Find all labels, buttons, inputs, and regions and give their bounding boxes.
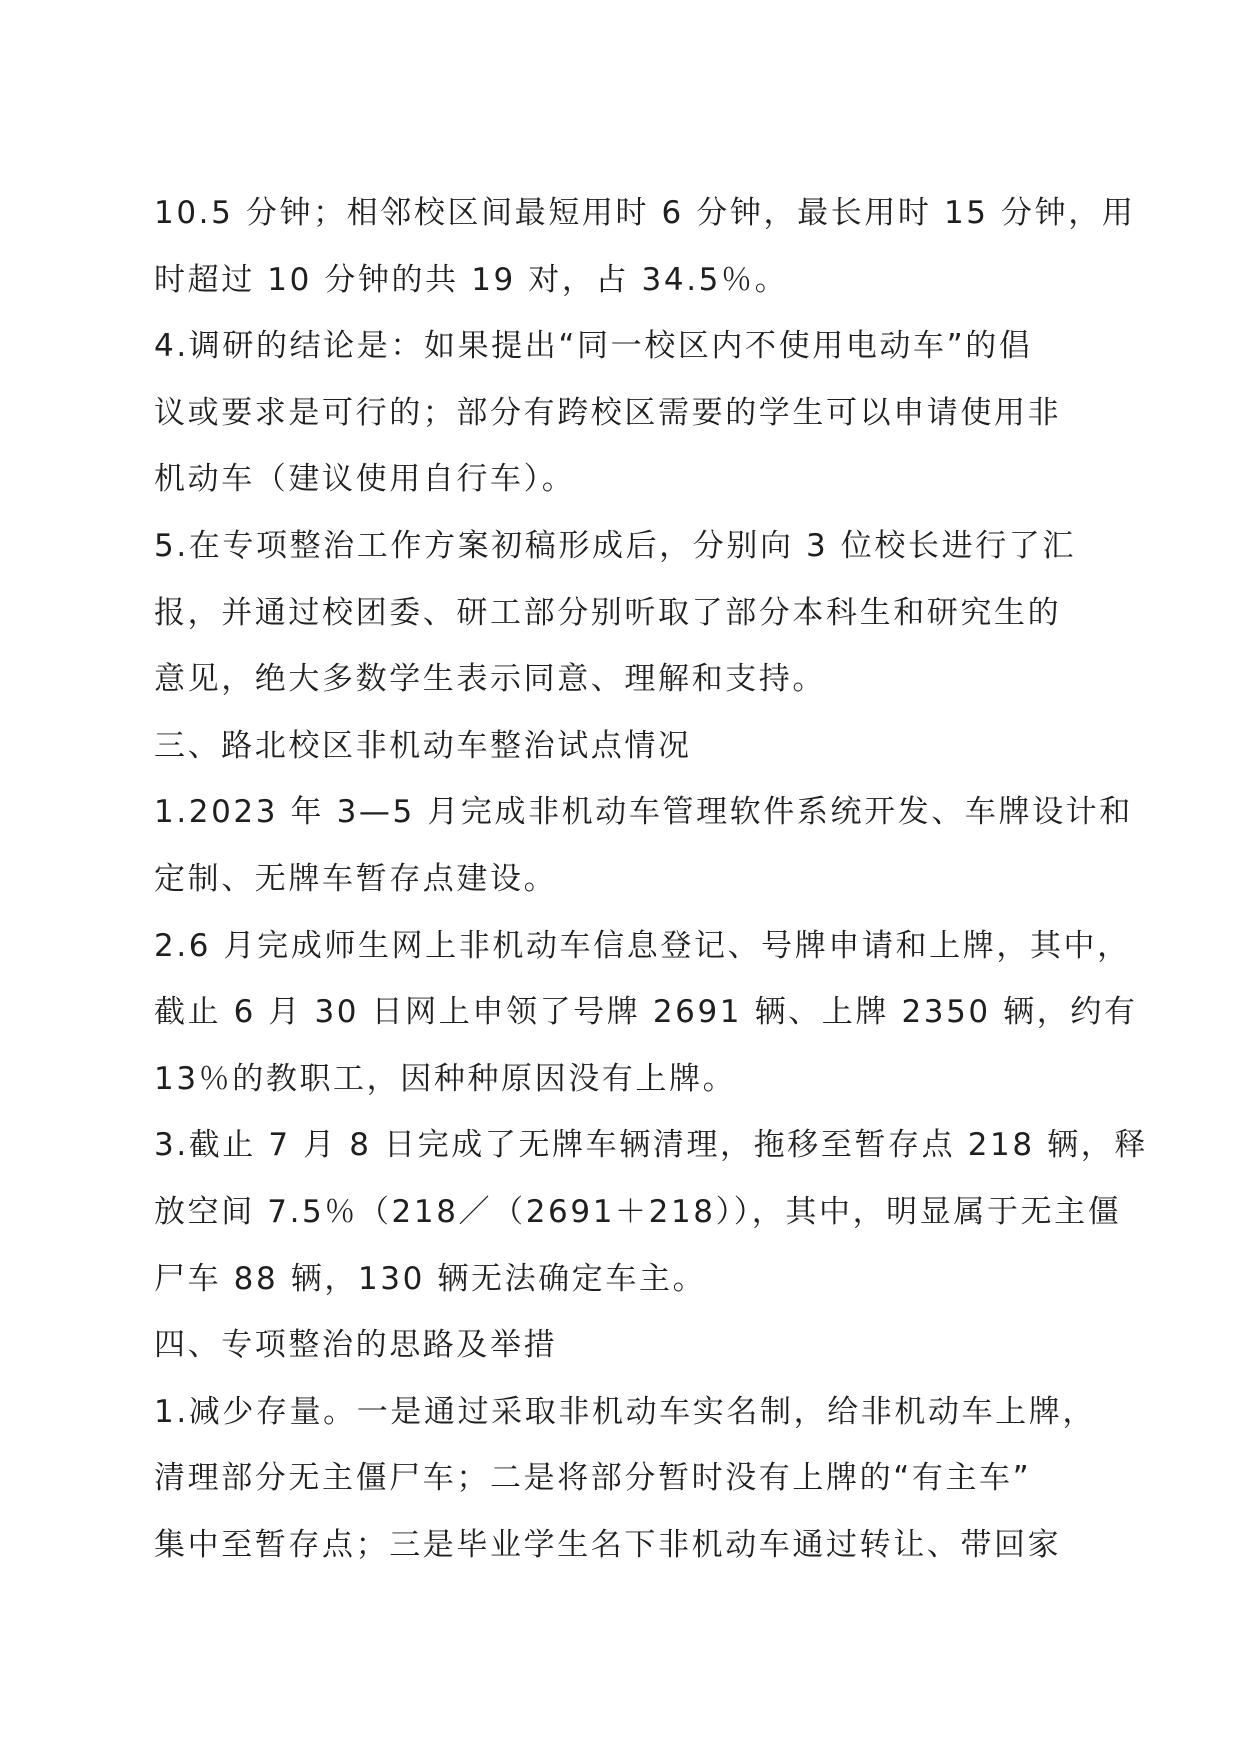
text-line: 5.在专项整治工作方案初稿形成后，分别向 3 位校长进行了汇: [154, 527, 1077, 564]
text-line: 清理部分无主僵尸车；二是将部分暂时没有上牌的“有主车”: [154, 1460, 1032, 1497]
document-body: [154, 180, 1148, 1578]
text-line: 意见，绝大多数学生表示同意、理解和支持。: [154, 661, 826, 698]
text-line: 集中至暂存点；三是毕业学生名下非机动车通过转让、带回家: [154, 1526, 1062, 1563]
text-line: 定制、无牌车暂存点建设。: [154, 860, 558, 897]
text-line: 2.6 月完成师生网上非机动车信息登记、号牌申请和上牌，其中，: [154, 927, 1131, 964]
text-line: 10.5 分钟；相邻校区间最短用时 6 分钟，最长用时 15 分钟，用: [154, 195, 1136, 231]
text-line: 报，并通过校团委、研工部分别听取了部分本科生和研究生的: [154, 594, 1062, 631]
text-line: 时超过 10 分钟的共 19 对，占 34.5％。: [154, 261, 789, 298]
text-line: 4.调研的结论是：如果提出“同一校区内不使用电动车”的倡: [154, 328, 1033, 365]
text-line: 13％的教职工，因种种原因没有上牌。: [154, 1060, 737, 1097]
text-line: 机动车（建议使用自行车）。: [154, 461, 576, 498]
text-line: 1.减少存量。一是通过采取非机动车实名制，给非机动车上牌，: [154, 1393, 1096, 1430]
text-line: 尸车 88 辆，130 辆无法确定车主。: [154, 1260, 707, 1297]
text-line: 放空间 7.5％（218／（2691＋218）），其中，明显属于无主僵: [154, 1193, 1122, 1230]
section-heading: 三、路北校区非机动车整治试点情况: [154, 727, 692, 764]
text-line: 截止 6 月 30 日网上申领了号牌 2691 辆、上牌 2350 辆，约有: [154, 994, 1138, 1031]
text-line: 1.2023 年 3—5 月完成非机动车管理软件系统开发、车牌设计和: [154, 794, 1133, 831]
section-heading: 四、专项整治的思路及举措: [154, 1327, 558, 1364]
text-line: 议或要求是可行的；部分有跨校区需要的学生可以申请使用非: [154, 394, 1062, 431]
text-line: 3.截止 7 月 8 日完成了无牌车辆清理，拖移至暂存点 218 辆，释: [154, 1127, 1148, 1164]
